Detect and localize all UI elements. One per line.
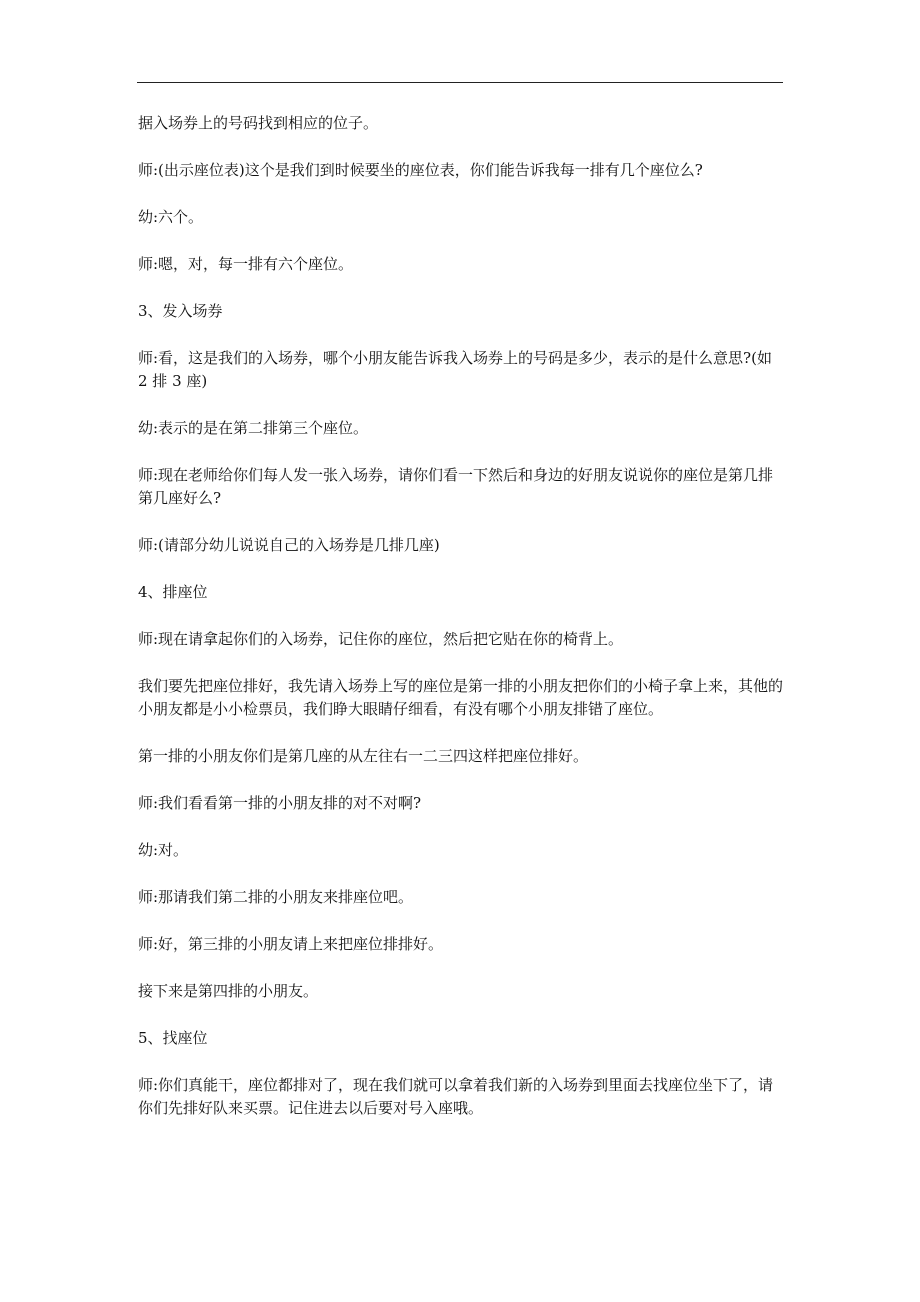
- paragraph: 师:我们看看第一排的小朋友排的对不对啊?: [138, 794, 422, 812]
- paragraph: 师:看，这是我们的入场券，哪个小朋友能告诉我入场券上的号码是多少，表示的是什么意思?(如 2 排 3 座): [138, 349, 772, 390]
- paragraph: 师:那请我们第二排的小朋友来排座位吧。: [138, 888, 414, 906]
- paragraph: 幼:对。: [138, 841, 189, 859]
- section-heading: 5、找座位: [138, 1029, 208, 1047]
- paragraph: 师:嗯，对，每一排有六个座位。: [138, 255, 354, 273]
- paragraph: 幼:六个。: [138, 208, 204, 226]
- paragraph: 师:好，第三排的小朋友请上来把座位排排好。: [138, 935, 444, 953]
- section-heading: 4、排座位: [138, 583, 208, 601]
- paragraph: 师:(请部分幼儿说说自己的入场券是几排几座): [138, 536, 440, 554]
- paragraph: 我们要先把座位排好，我先请入场券上写的座位是第一排的小朋友把你们的小椅子拿上来，其他的小朋友都是小小检票员，我们睁大眼睛仔细看，有没有哪个小朋友排错了座位。: [138, 677, 784, 718]
- paragraph: 接下来是第四排的小朋友。: [138, 982, 319, 1000]
- document-body: [138, 112, 786, 1120]
- paragraph: 第一排的小朋友你们是第几座的从左往右一二三四这样把座位排好。: [138, 747, 589, 765]
- paragraph: 师:现在老师给你们每人发一张入场券，请你们看一下然后和身边的好朋友说说你的座位是第几排第几座好么?: [138, 466, 774, 507]
- header-rule: [137, 82, 783, 83]
- paragraph: 师:(出示座位表)这个是我们到时候要坐的座位表，你们能告诉我每一排有几个座位么?: [138, 161, 703, 179]
- paragraph: 师:现在请拿起你们的入场券，记住你的座位，然后把它贴在你的椅背上。: [138, 630, 624, 648]
- section-heading: 3、发入场券: [138, 302, 223, 320]
- paragraph: 幼:表示的是在第二排第三个座位。: [138, 419, 369, 437]
- paragraph: 师:你们真能干，座位都排对了，现在我们就可以拿着我们新的入场券到里面去找座位坐下了，请你们先排好队来买票。记住进去以后要对号入座哦。: [138, 1076, 774, 1117]
- paragraph: 据入场券上的号码找到相应的位子。: [138, 114, 379, 132]
